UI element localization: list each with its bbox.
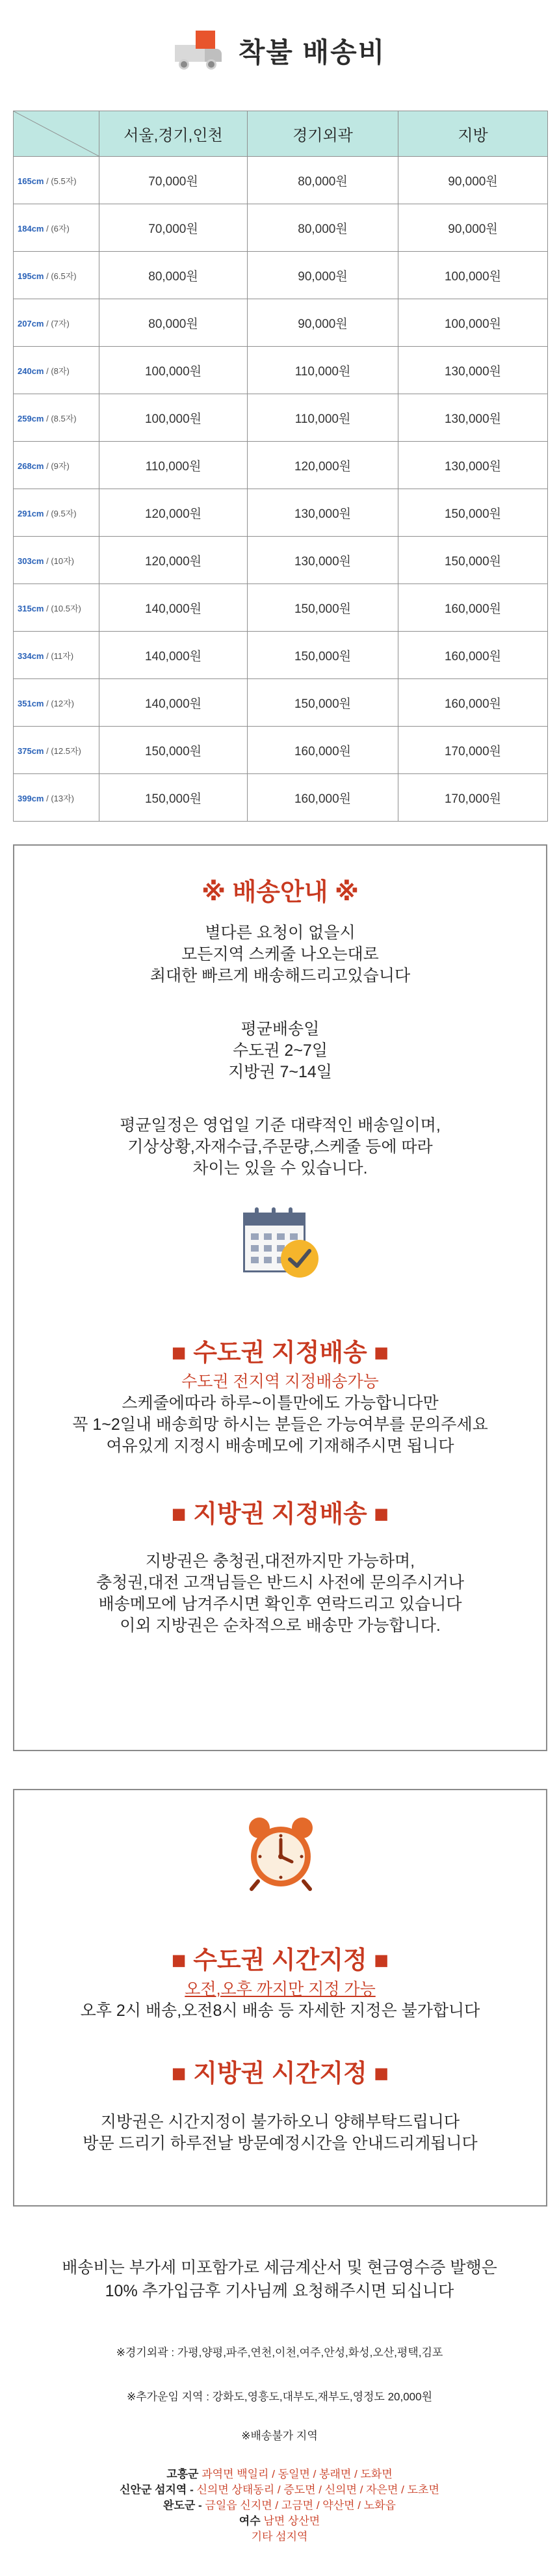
size-value: 195cm [18, 271, 44, 281]
no-delivery-places: 신의면 상태동리 / 증도면 / 신의면 / 자은면 / 도초면 [196, 2484, 439, 2496]
table-row [14, 727, 548, 774]
size-ja-value: (10자) [51, 556, 75, 566]
price-cell-seoul: 150,000원 [99, 727, 248, 774]
price-cell-local: 150,000원 [398, 537, 548, 584]
price-cell-local: 90,000원 [398, 157, 548, 204]
note-line: 평균일정은 영업일 기준 대략적인 배송일이며, [120, 1116, 441, 1134]
size-value: 184cm [18, 223, 44, 234]
size-ja-value: (5.5자) [51, 176, 77, 186]
local-designated-text [14, 1551, 546, 1637]
no-delivery-list [0, 2467, 559, 2545]
capital-line: 꼭 1~2일내 배송희망 하시는 분들은 가능여부를 문의주세요 [72, 1415, 488, 1434]
local-time-line: 방문 드리기 하루전날 방문예정시간을 안내드리게됩니다 [83, 2134, 478, 2153]
price-cell-local: 130,000원 [398, 347, 548, 394]
size-cell: 291cm / (9.5자) [14, 489, 99, 537]
intro-line: 모든지역 스케줄 나오는대로 [181, 945, 379, 963]
size-ja-value: (12자) [51, 698, 75, 708]
price-cell-seoul: 70,000원 [99, 157, 248, 204]
no-delivery-region: 신안군 섬지역 - [120, 2484, 194, 2496]
size-cell: 334cm / (11자) [14, 632, 99, 679]
price-cell-seoul: 80,000원 [99, 299, 248, 347]
vat-line: 10% 추가입금후 기사님께 요청해주시면 되십니다 [105, 2282, 454, 2300]
price-cell-local: 100,000원 [398, 299, 548, 347]
price-cell-gyeonggi: 160,000원 [248, 774, 398, 822]
size-ja-value: (8.5자) [51, 413, 77, 423]
price-cell-local: 150,000원 [398, 489, 548, 537]
size-ja-value: (13자) [51, 793, 75, 803]
table-row [14, 537, 548, 584]
price-cell-gyeonggi: 90,000원 [248, 252, 398, 299]
price-cell-seoul: 120,000원 [99, 489, 248, 537]
no-delivery-places: 금일읍 신지면 / 고금면 / 약산면 / 노화읍 [205, 2499, 396, 2512]
size-ja-value: (7자) [51, 318, 70, 329]
price-cell-gyeonggi: 110,000원 [248, 347, 398, 394]
size-ja-value: (6자) [51, 223, 70, 234]
vat-notice [0, 2256, 559, 2303]
average-delivery-days [14, 1019, 546, 1083]
price-cell-local: 170,000원 [398, 727, 548, 774]
size-value: 334cm [18, 651, 44, 661]
vat-line: 배송비는 부가세 미포함가로 세금계산서 및 현금영수증 발행은 [62, 2259, 497, 2277]
price-cell-local: 90,000원 [398, 204, 548, 252]
price-cell-local: 170,000원 [398, 774, 548, 822]
size-ja-value: (12.5자) [51, 745, 81, 756]
capital-line: 여유있게 지정시 배송메모에 기재해주시면 됩니다 [106, 1437, 454, 1455]
size-cell: 207cm / (7자) [14, 299, 99, 347]
price-cell-gyeonggi: 80,000원 [248, 157, 398, 204]
local-time-text [14, 2112, 546, 2154]
size-ja-value: (10.5자) [51, 603, 81, 613]
size-ja-value: (8자) [51, 366, 70, 376]
no-delivery-item [0, 2467, 559, 2482]
size-ja-value: (9자) [51, 461, 70, 471]
size-value: 207cm [18, 318, 44, 329]
no-delivery-item [0, 2482, 559, 2498]
schedule-note [14, 1115, 546, 1179]
table-row [14, 584, 548, 632]
price-cell-seoul: 110,000원 [99, 442, 248, 489]
price-cell-local: 130,000원 [398, 442, 548, 489]
avg-line: 수도권 2~7일 [233, 1041, 328, 1060]
size-ja-value: (11자) [51, 651, 74, 661]
size-ja-value: (6.5자) [51, 271, 77, 281]
size-value: 351cm [18, 698, 44, 708]
note-line: 기상상황,자재수급,주문량,스케줄 등에 따라 [127, 1138, 433, 1156]
note-line: 차이는 있을 수 있습니다. [192, 1159, 368, 1177]
price-cell-gyeonggi: 150,000원 [248, 632, 398, 679]
table-row [14, 679, 548, 727]
price-cell-seoul: 80,000원 [99, 252, 248, 299]
local-line: 배송메모에 남겨주시면 확인후 연락드리고 있습니다 [98, 1595, 462, 1613]
price-cell-seoul: 140,000원 [99, 584, 248, 632]
local-designated-title: ■ 지방권 지정배송 ■ [171, 1501, 389, 1528]
price-cell-seoul: 140,000원 [99, 632, 248, 679]
size-value: 303cm [18, 556, 44, 566]
column-header-local: 지방 [398, 111, 548, 157]
size-value: 165cm [18, 176, 44, 186]
price-cell-gyeonggi: 120,000원 [248, 442, 398, 489]
avg-line: 평균배송일 [240, 1020, 320, 1038]
table-row [14, 347, 548, 394]
price-cell-seoul: 150,000원 [99, 774, 248, 822]
price-cell-seoul: 140,000원 [99, 679, 248, 727]
capital-designated-text [14, 1393, 546, 1457]
local-time-line: 지방권은 시간지정이 불가하오니 양해부탁드립니다 [100, 2113, 460, 2131]
size-cell: 375cm / (12.5자) [14, 727, 99, 774]
size-cell: 303cm / (10자) [14, 537, 99, 584]
size-value: 375cm [18, 745, 44, 756]
price-cell-seoul: 70,000원 [99, 204, 248, 252]
price-cell-local: 160,000원 [398, 679, 548, 727]
local-line: 지방권은 충청권,대전까지만 가능하며, [145, 1552, 415, 1570]
size-value: 315cm [18, 603, 44, 613]
price-cell-local: 160,000원 [398, 584, 548, 632]
price-cell-seoul: 100,000원 [99, 347, 248, 394]
capital-designated-subtitle: 수도권 전지역 지정배송가능 [181, 1373, 379, 1391]
avg-line: 지방권 7~14일 [228, 1063, 332, 1081]
capital-time-text: 오후 2시 배송,오전8시 배송 등 자세한 지정은 불가합니다 [80, 2002, 480, 2020]
price-cell-gyeonggi: 160,000원 [248, 727, 398, 774]
capital-line: 스케줄에따라 하루~이틀만에도 가능합니다만 [122, 1394, 439, 1412]
size-cell: 268cm / (9자) [14, 442, 99, 489]
no-delivery-title: ※배송불가 지역 [241, 2430, 318, 2442]
local-time-title: ■ 지방권 시간지정 ■ [171, 2060, 389, 2087]
corner-cell [14, 111, 99, 157]
table-body [14, 157, 548, 822]
size-value: 259cm [18, 413, 44, 423]
alarm-clock-icon [245, 1814, 317, 1892]
size-cell: 259cm / (8.5자) [14, 394, 99, 442]
no-delivery-item [0, 2529, 559, 2545]
size-value: 240cm [18, 366, 44, 376]
table-row [14, 299, 548, 347]
price-cell-gyeonggi: 150,000원 [248, 584, 398, 632]
price-cell-local: 160,000원 [398, 632, 548, 679]
price-cell-local: 100,000원 [398, 252, 548, 299]
price-cell-gyeonggi: 80,000원 [248, 204, 398, 252]
column-header-seoul: 서울,경기,인천 [99, 111, 248, 157]
no-delivery-region: 여수 [239, 2515, 261, 2527]
table-row [14, 774, 548, 822]
no-delivery-places: 남면 상산면 [263, 2515, 320, 2527]
table-row [14, 157, 548, 204]
extra-fee-notice: ※추가운임 지역 : 강화도,영흥도,대부도,재부도,영정도 20,000원 [126, 2391, 433, 2403]
table-row [14, 204, 548, 252]
size-cell: 399cm / (13자) [14, 774, 99, 822]
intro-line: 별다른 요청이 없을시 [205, 924, 356, 942]
delivery-intro [14, 922, 546, 987]
outskirts-notice: ※경기외곽 : 가평,양평,파주,연천,이천,여주,안성,화성,오산,평택,김포 [116, 2346, 443, 2359]
shipping-fee-table [13, 111, 548, 822]
size-cell: 195cm / (6.5자) [14, 252, 99, 299]
capital-designated-title: ■ 수도권 지정배송 ■ [171, 1339, 389, 1367]
size-value: 291cm [18, 508, 44, 518]
table-row [14, 394, 548, 442]
price-cell-gyeonggi: 110,000원 [248, 394, 398, 442]
size-cell: 240cm / (8자) [14, 347, 99, 394]
table-header-row [14, 111, 548, 157]
size-cell: 351cm / (12자) [14, 679, 99, 727]
price-cell-local: 130,000원 [398, 394, 548, 442]
time-designation-box [13, 1789, 547, 2207]
no-delivery-item [0, 2498, 559, 2514]
delivery-info-box [13, 844, 547, 1751]
no-delivery-places: 기타 섬지역 [251, 2530, 308, 2543]
no-delivery-places: 과역면 백일리 / 동일면 / 봉래면 / 도화면 [202, 2468, 393, 2480]
size-ja-value: (9.5자) [51, 508, 77, 518]
intro-line: 최대한 빠르게 배송해드리고있습니다 [150, 967, 411, 985]
size-cell: 315cm / (10.5자) [14, 584, 99, 632]
price-cell-seoul: 100,000원 [99, 394, 248, 442]
capital-time-subtitle: 오전,오후 까지만 지정 가능 [185, 1980, 376, 1998]
no-delivery-item [0, 2514, 559, 2529]
table-row [14, 442, 548, 489]
local-line: 충청권,대전 고객님들은 반드시 사전에 문의주시거나 [96, 1574, 465, 1592]
capital-time-title: ■ 수도권 시간지정 ■ [171, 1947, 389, 1974]
calendar-check-icon [243, 1207, 318, 1279]
page-title: 착불 배송비 [238, 37, 386, 68]
column-header-gyeonggi-outskirts: 경기외곽 [248, 111, 398, 157]
price-cell-seoul: 120,000원 [99, 537, 248, 584]
price-cell-gyeonggi: 130,000원 [248, 489, 398, 537]
table-row [14, 632, 548, 679]
table-row [14, 489, 548, 537]
table-row [14, 252, 548, 299]
page-header [0, 25, 559, 77]
size-cell: 165cm / (5.5자) [14, 157, 99, 204]
price-cell-gyeonggi: 150,000원 [248, 679, 398, 727]
delivery-truck-icon [174, 31, 224, 71]
size-value: 268cm [18, 461, 44, 471]
local-line: 이외 지방권은 순차적으로 배송만 가능합니다. [120, 1617, 441, 1635]
delivery-info-title: ※ 배송안내 ※ [202, 879, 359, 906]
no-delivery-region: 완도군 - [163, 2499, 202, 2512]
size-value: 399cm [18, 793, 44, 803]
price-cell-gyeonggi: 90,000원 [248, 299, 398, 347]
no-delivery-region: 고흥군 [166, 2468, 199, 2480]
size-cell: 184cm / (6자) [14, 204, 99, 252]
price-cell-gyeonggi: 130,000원 [248, 537, 398, 584]
